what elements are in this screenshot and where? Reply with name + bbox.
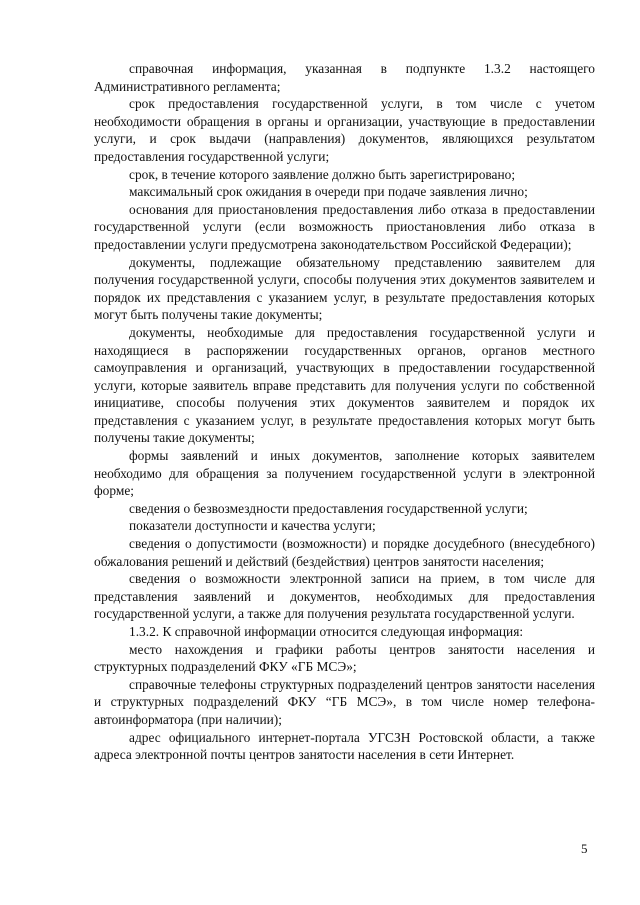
paragraph: срок, в течение которого заявление должно быть зарегистрировано; (129, 166, 516, 182)
paragraph: место нахождения и графики работы центров занятости населения и структурных подразделений ФКУ «ГБ МСЭ»; (94, 641, 595, 675)
paragraph: справочная информация, указанная в подпункте 1.3.2 настоящего Административного регламента; (94, 61, 595, 94)
paragraph: сведения о допустимости (возможности) и порядке досудебного (внесудебного) обжалования решений и действий (бездействия) центров занятости населения; (94, 536, 595, 569)
paragraph: документы, необходимые для предоставления государственной услуги и находящиеся в распоряжении государственных органов, органов местного самоуправления и организаций, участвующих в предоставлении государственной услуги, которые заявитель вправе представить для получения услуги по собственной инициативе, способы получения этих документов заявителем и порядок их представления с указанием услуг, в результате предоставления которых могут быть получены такие документы; (94, 324, 595, 446)
paragraph: показатели доступности и качества услуги; (129, 518, 376, 534)
paragraph: основания для приостановления предоставления либо отказа в предоставлении государственной услуги (если возможность приостановления либо отказа в предоставлении услуги предусмотрена законодательством Российской Федерации); (94, 201, 595, 252)
paragraph: срок предоставления государственной услуги, в том числе с учетом необходимости обращения в органы и организации, участвующие в предоставлении услуги, и срок выдачи (направления) документов, являющихся результатом предоставления государственной услуги; (94, 96, 595, 164)
body-text (94, 60, 595, 764)
paragraph: адрес официального интернет-портала УГСЗН Ростовской области, а также адреса электронной почты центров занятости населения в сети Интернет. (94, 729, 595, 763)
paragraph: сведения о безвозмездности предоставления государственной услуги; (129, 500, 528, 516)
paragraph: формы заявлений и иных документов, заполнение которых заявителем необходимо для обращения за получением государственной услуги в электронной форме; (94, 448, 595, 499)
paragraph: документы, подлежащие обязательному представлению заявителем для получения государственной услуги, способы получения этих документов заявителем и порядок их представления с указанием услуг, в результате предоставления которых могут быть получены такие документы; (94, 254, 595, 323)
paragraph: сведения о возможности электронной записи на прием, в том числе для представления заявлений и документов, необходимых для предоставления государственной услуги, а также для получения результата государственной услуги. (94, 571, 595, 622)
paragraph: справочные телефоны структурных подразделений центров занятости населения и структурных подразделений ФКУ “ГБ МСЭ», в том числе номер телефона-автоинформатора (при наличии); (94, 676, 595, 727)
section-heading: 1.3.2. К справочной информации относится следующая информация: (129, 624, 524, 639)
paragraph: максимальный срок ожидания в очереди при подаче заявления лично; (129, 184, 528, 200)
page-number: 5 (581, 841, 588, 856)
